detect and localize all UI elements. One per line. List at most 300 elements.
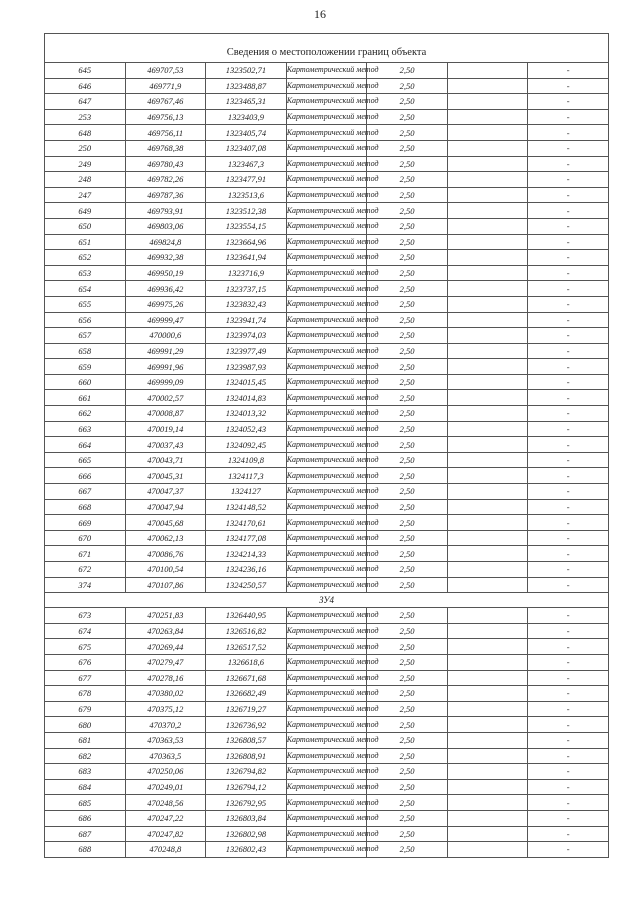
method-cell: Картометрический метод xyxy=(286,172,367,188)
y-coordinate-cell: 1326671,68 xyxy=(206,670,287,686)
empty-cell xyxy=(447,810,528,826)
empty-cell xyxy=(447,779,528,795)
x-coordinate-cell: 470008,87 xyxy=(125,406,206,422)
point-number-cell: 666 xyxy=(45,468,126,484)
empty-cell xyxy=(447,328,528,344)
empty-cell xyxy=(447,468,528,484)
table-row xyxy=(45,842,609,858)
y-coordinate-cell: 1323554,15 xyxy=(206,218,287,234)
accuracy-cell: 2,50 xyxy=(367,78,448,94)
x-coordinate-cell: 470248,8 xyxy=(125,842,206,858)
empty-cell xyxy=(447,795,528,811)
table-row xyxy=(45,639,609,655)
method-cell: Картометрический метод xyxy=(286,639,367,655)
table-row xyxy=(45,686,609,702)
note-cell: - xyxy=(528,546,609,562)
note-cell: - xyxy=(528,515,609,531)
method-cell: Картометрический метод xyxy=(286,562,367,578)
method-cell: Картометрический метод xyxy=(286,468,367,484)
accuracy-cell: 2,50 xyxy=(367,842,448,858)
empty-cell xyxy=(447,452,528,468)
note-cell: - xyxy=(528,296,609,312)
y-coordinate-cell: 1324170,61 xyxy=(206,515,287,531)
point-number-cell: 681 xyxy=(45,732,126,748)
y-coordinate-cell: 1323465,31 xyxy=(206,94,287,110)
y-coordinate-cell: 1323512,38 xyxy=(206,203,287,219)
note-cell: - xyxy=(528,623,609,639)
method-cell: Картометрический метод xyxy=(286,250,367,266)
accuracy-cell: 2,50 xyxy=(367,499,448,515)
note-cell: - xyxy=(528,608,609,624)
point-number-cell: 672 xyxy=(45,562,126,578)
table-row xyxy=(45,156,609,172)
note-cell: - xyxy=(528,125,609,141)
y-coordinate-cell: 1324092,45 xyxy=(206,437,287,453)
point-number-cell: 250 xyxy=(45,140,126,156)
empty-cell xyxy=(447,109,528,125)
point-number-cell: 676 xyxy=(45,654,126,670)
x-coordinate-cell: 469707,53 xyxy=(125,63,206,79)
x-coordinate-cell: 470263,84 xyxy=(125,623,206,639)
point-number-cell: 374 xyxy=(45,577,126,593)
empty-cell xyxy=(447,390,528,406)
y-coordinate-cell: 1326808,57 xyxy=(206,732,287,748)
table-row xyxy=(45,764,609,780)
y-coordinate-cell: 1326517,52 xyxy=(206,639,287,655)
method-cell: Картометрический метод xyxy=(286,779,367,795)
boundary-table-container xyxy=(44,33,609,858)
note-cell: - xyxy=(528,701,609,717)
y-coordinate-cell: 1323977,49 xyxy=(206,343,287,359)
method-cell: Картометрический метод xyxy=(286,265,367,281)
table-row xyxy=(45,406,609,422)
empty-cell xyxy=(447,499,528,515)
x-coordinate-cell: 469756,13 xyxy=(125,109,206,125)
note-cell: - xyxy=(528,281,609,297)
note-cell: - xyxy=(528,810,609,826)
method-cell: Картометрический метод xyxy=(286,78,367,94)
table-row xyxy=(45,218,609,234)
empty-cell xyxy=(447,218,528,234)
x-coordinate-cell: 470269,44 xyxy=(125,639,206,655)
accuracy-cell: 2,50 xyxy=(367,562,448,578)
y-coordinate-cell: 1323405,74 xyxy=(206,125,287,141)
table-row xyxy=(45,374,609,390)
note-cell: - xyxy=(528,499,609,515)
accuracy-cell: 2,50 xyxy=(367,421,448,437)
method-cell: Картометрический метод xyxy=(286,577,367,593)
method-cell: Картометрический метод xyxy=(286,764,367,780)
empty-cell xyxy=(447,374,528,390)
point-number-cell: 680 xyxy=(45,717,126,733)
method-cell: Картометрический метод xyxy=(286,125,367,141)
point-number-cell: 667 xyxy=(45,484,126,500)
note-cell: - xyxy=(528,109,609,125)
point-number-cell: 652 xyxy=(45,250,126,266)
table-row xyxy=(45,187,609,203)
accuracy-cell: 2,50 xyxy=(367,686,448,702)
empty-cell xyxy=(447,406,528,422)
method-cell: Картометрический метод xyxy=(286,374,367,390)
table-title-row xyxy=(45,34,609,63)
point-number-cell: 657 xyxy=(45,328,126,344)
note-cell: - xyxy=(528,156,609,172)
method-cell: Картометрический метод xyxy=(286,530,367,546)
method-cell: Картометрический метод xyxy=(286,826,367,842)
point-number-cell: 650 xyxy=(45,218,126,234)
empty-cell xyxy=(447,654,528,670)
method-cell: Картометрический метод xyxy=(286,717,367,733)
note-cell: - xyxy=(528,187,609,203)
note-cell: - xyxy=(528,826,609,842)
method-cell: Картометрический метод xyxy=(286,140,367,156)
table-row xyxy=(45,484,609,500)
note-cell: - xyxy=(528,421,609,437)
accuracy-cell: 2,50 xyxy=(367,701,448,717)
method-cell: Картометрический метод xyxy=(286,484,367,500)
point-number-cell: 661 xyxy=(45,390,126,406)
page-number: 16 xyxy=(314,7,326,21)
empty-cell xyxy=(447,296,528,312)
empty-cell xyxy=(447,94,528,110)
note-cell: - xyxy=(528,686,609,702)
note-cell: - xyxy=(528,203,609,219)
y-coordinate-cell: 1326794,82 xyxy=(206,764,287,780)
table-row xyxy=(45,140,609,156)
x-coordinate-cell: 470019,14 xyxy=(125,421,206,437)
empty-cell xyxy=(447,78,528,94)
note-cell: - xyxy=(528,452,609,468)
accuracy-cell: 2,50 xyxy=(367,265,448,281)
method-cell: Картометрический метод xyxy=(286,156,367,172)
point-number-cell: 677 xyxy=(45,670,126,686)
accuracy-cell: 2,50 xyxy=(367,406,448,422)
method-cell: Картометрический метод xyxy=(286,842,367,858)
accuracy-cell: 2,50 xyxy=(367,172,448,188)
accuracy-cell: 2,50 xyxy=(367,94,448,110)
accuracy-cell: 2,50 xyxy=(367,390,448,406)
method-cell: Картометрический метод xyxy=(286,670,367,686)
point-number-cell: 247 xyxy=(45,187,126,203)
table-row xyxy=(45,281,609,297)
section-header-row xyxy=(45,593,609,608)
empty-cell xyxy=(447,748,528,764)
table-row xyxy=(45,265,609,281)
point-number-cell: 648 xyxy=(45,125,126,141)
x-coordinate-cell: 469999,09 xyxy=(125,374,206,390)
method-cell: Картометрический метод xyxy=(286,546,367,562)
method-cell: Картометрический метод xyxy=(286,390,367,406)
empty-cell xyxy=(447,172,528,188)
note-cell: - xyxy=(528,343,609,359)
x-coordinate-cell: 470370,2 xyxy=(125,717,206,733)
method-cell: Картометрический метод xyxy=(286,732,367,748)
empty-cell xyxy=(447,63,528,79)
point-number-cell: 651 xyxy=(45,234,126,250)
y-coordinate-cell: 1326516,82 xyxy=(206,623,287,639)
method-cell: Картометрический метод xyxy=(286,296,367,312)
accuracy-cell: 2,50 xyxy=(367,140,448,156)
x-coordinate-cell: 469932,38 xyxy=(125,250,206,266)
y-coordinate-cell: 1324236,16 xyxy=(206,562,287,578)
x-coordinate-cell: 470045,68 xyxy=(125,515,206,531)
x-coordinate-cell: 470279,47 xyxy=(125,654,206,670)
table-row xyxy=(45,437,609,453)
table-row xyxy=(45,468,609,484)
method-cell: Картометрический метод xyxy=(286,94,367,110)
note-cell: - xyxy=(528,748,609,764)
x-coordinate-cell: 470002,57 xyxy=(125,390,206,406)
method-cell: Картометрический метод xyxy=(286,810,367,826)
y-coordinate-cell: 1323716,9 xyxy=(206,265,287,281)
point-number-cell: 249 xyxy=(45,156,126,172)
point-number-cell: 678 xyxy=(45,686,126,702)
empty-cell xyxy=(447,484,528,500)
table-row xyxy=(45,312,609,328)
x-coordinate-cell: 470062,13 xyxy=(125,530,206,546)
table-row xyxy=(45,172,609,188)
point-number-cell: 656 xyxy=(45,312,126,328)
note-cell: - xyxy=(528,250,609,266)
note-cell: - xyxy=(528,94,609,110)
y-coordinate-cell: 1324127 xyxy=(206,484,287,500)
method-cell: Картометрический метод xyxy=(286,686,367,702)
point-number-cell: 660 xyxy=(45,374,126,390)
method-cell: Картометрический метод xyxy=(286,109,367,125)
point-number-cell: 658 xyxy=(45,343,126,359)
x-coordinate-cell: 470248,56 xyxy=(125,795,206,811)
point-number-cell: 688 xyxy=(45,842,126,858)
method-cell: Картометрический метод xyxy=(286,795,367,811)
method-cell: Картометрический метод xyxy=(286,748,367,764)
accuracy-cell: 2,50 xyxy=(367,654,448,670)
method-cell: Картометрический метод xyxy=(286,654,367,670)
empty-cell xyxy=(447,203,528,219)
y-coordinate-cell: 1326792,95 xyxy=(206,795,287,811)
accuracy-cell: 2,50 xyxy=(367,732,448,748)
point-number-cell: 645 xyxy=(45,63,126,79)
empty-cell xyxy=(447,359,528,375)
table-row xyxy=(45,63,609,79)
note-cell: - xyxy=(528,437,609,453)
y-coordinate-cell: 1326802,43 xyxy=(206,842,287,858)
note-cell: - xyxy=(528,218,609,234)
y-coordinate-cell: 1326440,95 xyxy=(206,608,287,624)
accuracy-cell: 2,50 xyxy=(367,810,448,826)
method-cell: Картометрический метод xyxy=(286,218,367,234)
x-coordinate-cell: 470380,02 xyxy=(125,686,206,702)
method-cell: Картометрический метод xyxy=(286,437,367,453)
y-coordinate-cell: 1326682,49 xyxy=(206,686,287,702)
note-cell: - xyxy=(528,328,609,344)
x-coordinate-cell: 470100,54 xyxy=(125,562,206,578)
y-coordinate-cell: 1324214,33 xyxy=(206,546,287,562)
x-coordinate-cell: 470107,86 xyxy=(125,577,206,593)
point-number-cell: 679 xyxy=(45,701,126,717)
y-coordinate-cell: 1324052,43 xyxy=(206,421,287,437)
note-cell: - xyxy=(528,312,609,328)
accuracy-cell: 2,50 xyxy=(367,608,448,624)
table-row xyxy=(45,562,609,578)
y-coordinate-cell: 1324177,08 xyxy=(206,530,287,546)
point-number-cell: 248 xyxy=(45,172,126,188)
y-coordinate-cell: 1324109,8 xyxy=(206,452,287,468)
point-number-cell: 662 xyxy=(45,406,126,422)
table-title-text: Сведения о местоположении границ объекта xyxy=(226,47,427,58)
note-cell: - xyxy=(528,732,609,748)
y-coordinate-cell: 1323941,74 xyxy=(206,312,287,328)
table-row xyxy=(45,732,609,748)
note-cell: - xyxy=(528,78,609,94)
accuracy-cell: 2,50 xyxy=(367,203,448,219)
method-cell: Картометрический метод xyxy=(286,701,367,717)
empty-cell xyxy=(447,701,528,717)
table-row xyxy=(45,826,609,842)
x-coordinate-cell: 470043,71 xyxy=(125,452,206,468)
accuracy-cell: 2,50 xyxy=(367,437,448,453)
point-number-cell: 685 xyxy=(45,795,126,811)
table-row xyxy=(45,515,609,531)
point-number-cell: 663 xyxy=(45,421,126,437)
x-coordinate-cell: 469824,8 xyxy=(125,234,206,250)
empty-cell xyxy=(447,343,528,359)
point-number-cell: 687 xyxy=(45,826,126,842)
point-number-cell: 669 xyxy=(45,515,126,531)
x-coordinate-cell: 469950,19 xyxy=(125,265,206,281)
x-coordinate-cell: 469780,43 xyxy=(125,156,206,172)
table-row xyxy=(45,390,609,406)
empty-cell xyxy=(447,623,528,639)
accuracy-cell: 2,50 xyxy=(367,717,448,733)
point-number-cell: 673 xyxy=(45,608,126,624)
table-row xyxy=(45,608,609,624)
y-coordinate-cell: 1326719,27 xyxy=(206,701,287,717)
empty-cell xyxy=(447,234,528,250)
y-coordinate-cell: 1326808,91 xyxy=(206,748,287,764)
method-cell: Картометрический метод xyxy=(286,63,367,79)
accuracy-cell: 2,50 xyxy=(367,281,448,297)
note-cell: - xyxy=(528,265,609,281)
accuracy-cell: 2,50 xyxy=(367,795,448,811)
table-row xyxy=(45,296,609,312)
note-cell: - xyxy=(528,577,609,593)
empty-cell xyxy=(447,670,528,686)
y-coordinate-cell: 1323477,91 xyxy=(206,172,287,188)
y-coordinate-cell: 1323513,6 xyxy=(206,187,287,203)
x-coordinate-cell: 469803,06 xyxy=(125,218,206,234)
accuracy-cell: 2,50 xyxy=(367,452,448,468)
table-row xyxy=(45,499,609,515)
empty-cell xyxy=(447,312,528,328)
method-cell: Картометрический метод xyxy=(286,343,367,359)
empty-cell xyxy=(447,732,528,748)
y-coordinate-cell: 1323974,03 xyxy=(206,328,287,344)
empty-cell xyxy=(447,577,528,593)
table-row xyxy=(45,717,609,733)
note-cell: - xyxy=(528,234,609,250)
table-row xyxy=(45,250,609,266)
table-row xyxy=(45,779,609,795)
note-cell: - xyxy=(528,359,609,375)
empty-cell xyxy=(447,562,528,578)
x-coordinate-cell: 470251,83 xyxy=(125,608,206,624)
point-number-cell: 684 xyxy=(45,779,126,795)
accuracy-cell: 2,50 xyxy=(367,577,448,593)
table-row xyxy=(45,78,609,94)
method-cell: Картометрический метод xyxy=(286,499,367,515)
section-label: ЗУ4 xyxy=(45,593,609,608)
table-row xyxy=(45,94,609,110)
note-cell: - xyxy=(528,639,609,655)
point-number-cell: 665 xyxy=(45,452,126,468)
y-coordinate-cell: 1324013,32 xyxy=(206,406,287,422)
accuracy-cell: 2,50 xyxy=(367,484,448,500)
empty-cell xyxy=(447,421,528,437)
x-coordinate-cell: 470247,22 xyxy=(125,810,206,826)
x-coordinate-cell: 470363,53 xyxy=(125,732,206,748)
accuracy-cell: 2,50 xyxy=(367,250,448,266)
note-cell: - xyxy=(528,795,609,811)
accuracy-cell: 2,50 xyxy=(367,546,448,562)
accuracy-cell: 2,50 xyxy=(367,670,448,686)
point-number-cell: 675 xyxy=(45,639,126,655)
y-coordinate-cell: 1323664,96 xyxy=(206,234,287,250)
method-cell: Картометрический метод xyxy=(286,515,367,531)
x-coordinate-cell: 470249,01 xyxy=(125,779,206,795)
x-coordinate-cell: 469991,96 xyxy=(125,359,206,375)
point-number-cell: 668 xyxy=(45,499,126,515)
empty-cell xyxy=(447,125,528,141)
note-cell: - xyxy=(528,717,609,733)
point-number-cell: 654 xyxy=(45,281,126,297)
method-cell: Картометрический метод xyxy=(286,608,367,624)
accuracy-cell: 2,50 xyxy=(367,109,448,125)
x-coordinate-cell: 470086,76 xyxy=(125,546,206,562)
x-coordinate-cell: 470000,6 xyxy=(125,328,206,344)
y-coordinate-cell: 1323502,71 xyxy=(206,63,287,79)
empty-cell xyxy=(447,608,528,624)
table-row xyxy=(45,359,609,375)
y-coordinate-cell: 1323832,43 xyxy=(206,296,287,312)
method-cell: Картометрический метод xyxy=(286,203,367,219)
table-row xyxy=(45,234,609,250)
method-cell: Картометрический метод xyxy=(286,623,367,639)
y-coordinate-cell: 1324015,45 xyxy=(206,374,287,390)
table-row xyxy=(45,452,609,468)
point-number-cell: 671 xyxy=(45,546,126,562)
empty-cell xyxy=(447,686,528,702)
table-row xyxy=(45,546,609,562)
x-coordinate-cell: 470247,82 xyxy=(125,826,206,842)
note-cell: - xyxy=(528,764,609,780)
table-row xyxy=(45,577,609,593)
y-coordinate-cell: 1323407,08 xyxy=(206,140,287,156)
y-coordinate-cell: 1323403,9 xyxy=(206,109,287,125)
table-row xyxy=(45,125,609,141)
y-coordinate-cell: 1323737,15 xyxy=(206,281,287,297)
x-coordinate-cell: 470045,31 xyxy=(125,468,206,484)
empty-cell xyxy=(447,546,528,562)
x-coordinate-cell: 469768,38 xyxy=(125,140,206,156)
x-coordinate-cell: 470037,43 xyxy=(125,437,206,453)
y-coordinate-cell: 1323987,93 xyxy=(206,359,287,375)
empty-cell xyxy=(447,265,528,281)
x-coordinate-cell: 469767,46 xyxy=(125,94,206,110)
accuracy-cell: 2,50 xyxy=(367,312,448,328)
table-row xyxy=(45,343,609,359)
accuracy-cell: 2,50 xyxy=(367,125,448,141)
table-row xyxy=(45,203,609,219)
